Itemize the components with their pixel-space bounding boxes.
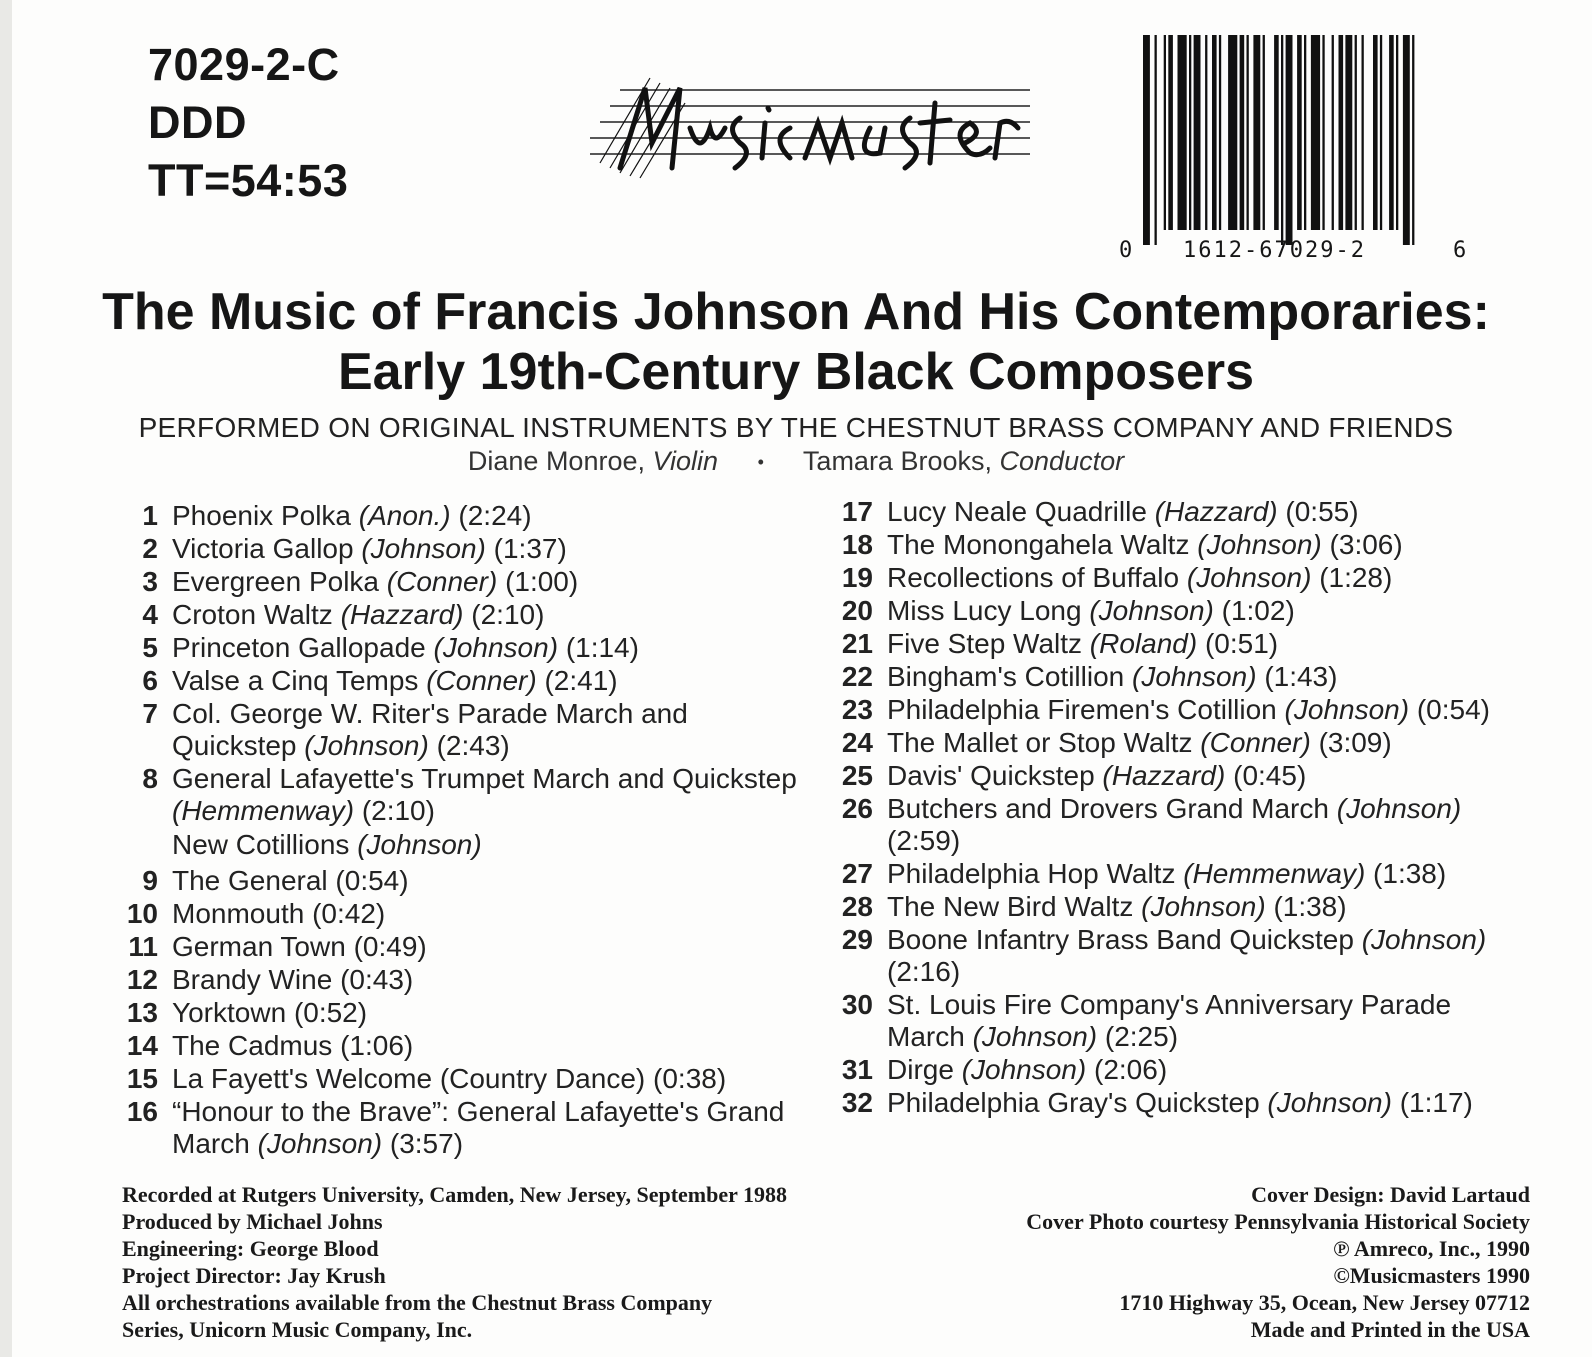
- bullet-separator: •: [757, 452, 764, 473]
- track-title: Phoenix Polka: [172, 500, 352, 531]
- total-time: TT=54:53: [148, 155, 349, 206]
- subhead-composer: (Johnson): [357, 829, 482, 860]
- track-composer: (Johnson): [361, 533, 486, 564]
- barcode-digits: 1612-67029-2: [1183, 238, 1366, 263]
- track-number: 3: [142, 566, 158, 597]
- track-composer: (Johnson): [1284, 694, 1410, 725]
- track-number: 31: [841, 1054, 873, 1085]
- track-time: (0:52): [293, 997, 368, 1028]
- track-title: La Fayett's Welcome (Country Dance): [172, 1063, 646, 1094]
- track-number: 28: [841, 891, 873, 922]
- track-title: The General: [172, 865, 328, 896]
- track-composer: (Johnson): [304, 730, 429, 761]
- track-item: [835, 529, 1535, 561]
- album-title-line-1: The Music of Francis Johnson And His Contemporaries:: [102, 283, 1490, 341]
- track-number: 13: [126, 997, 158, 1028]
- track-item: [835, 858, 1535, 890]
- artist-name: Diane Monroe,: [467, 446, 645, 476]
- track-time: (1:43): [1264, 661, 1338, 692]
- credit-line: ℗ Amreco, Inc., 1990: [1333, 1236, 1530, 1261]
- track-number: 14: [126, 1030, 158, 1061]
- barcode-bar: [1155, 35, 1157, 245]
- barcode-bar: [1304, 35, 1306, 230]
- barcode-bar: [1205, 35, 1207, 230]
- track-composer: (Conner): [426, 665, 537, 696]
- track-time: (0:54): [1416, 694, 1490, 725]
- barcode-check-digit: 6: [1453, 238, 1467, 263]
- track-title: Philadelphia Firemen's Cotillion: [887, 694, 1277, 725]
- track-title: Butchers and Drovers Grand March: [887, 793, 1329, 824]
- track-item: [835, 628, 1535, 660]
- track-item: [835, 562, 1535, 594]
- track-title: Princeton Gallopade: [172, 632, 426, 663]
- track-title: Brandy Wine: [172, 964, 333, 995]
- performed-by-line: PERFORMED ON ORIGINAL INSTRUMENTS BY THE CHESTNUT BRASS COMPANY AND FRIENDS: [138, 412, 1454, 443]
- barcode: [1143, 35, 1465, 245]
- track-number: 23: [841, 694, 873, 725]
- barcode-bar: [1219, 35, 1221, 230]
- track-number: 2: [142, 533, 158, 564]
- track-composer: (Johnson): [961, 1054, 1087, 1085]
- artist-role: Violin: [652, 446, 719, 476]
- credit-line: Produced by Michael Johns: [122, 1209, 383, 1234]
- track-number: 5: [142, 632, 158, 663]
- track-item: [120, 865, 820, 897]
- catalog-number: 7029-2-C: [148, 39, 340, 90]
- barcode-bar: [1286, 35, 1293, 245]
- track-item: [120, 500, 820, 532]
- barcode-bar: [1311, 35, 1320, 230]
- barcode-bar: [1263, 35, 1265, 230]
- track-number: 6: [142, 665, 158, 696]
- track-item: [835, 793, 1535, 857]
- track-title: Croton Waltz: [172, 599, 333, 630]
- barcode-bar: [1168, 35, 1173, 230]
- track-number: 20: [841, 595, 873, 626]
- track-title: Dirge: [887, 1054, 954, 1085]
- track-number: 18: [841, 529, 873, 560]
- barcode-bar: [1355, 35, 1357, 230]
- track-time: (0:43): [340, 964, 414, 995]
- track-time: (2:10): [471, 599, 545, 630]
- track-item: [835, 1087, 1535, 1119]
- track-number: 9: [142, 865, 158, 896]
- barcode-bar: [1362, 35, 1364, 230]
- credit-line: Recorded at Rutgers University, Camden, New Jersey, September 1988: [122, 1182, 787, 1207]
- credit-line: Made and Printed in the USA: [1250, 1317, 1530, 1342]
- track-title: Lucy Neale Quadrille: [887, 496, 1147, 527]
- track-item: [835, 924, 1535, 988]
- track-number: 4: [142, 599, 158, 630]
- track-title: Victoria Gallop: [172, 533, 354, 564]
- barcode-lead-digit: 0: [1119, 238, 1133, 263]
- track-time: (1:38): [1273, 891, 1347, 922]
- barcode-bar: [1332, 35, 1334, 230]
- barcode-bar: [1253, 35, 1260, 230]
- track-item: [120, 1096, 820, 1160]
- track-title: German Town: [172, 931, 346, 962]
- track-time: (1:02): [1221, 595, 1295, 626]
- track-title: Yorktown: [172, 997, 287, 1028]
- barcode-bar: [1345, 35, 1352, 230]
- credit-line: Cover Design: David Lartaud: [1251, 1182, 1530, 1207]
- track-title: The Mallet or Stop Waltz: [887, 727, 1193, 758]
- track-time: (3:06): [1329, 529, 1403, 560]
- track-item: [120, 599, 820, 631]
- track-number: 27: [841, 858, 873, 889]
- track-title: Boone Infantry Brass Band Quickstep: [887, 924, 1354, 955]
- track-time: (0:38): [653, 1063, 727, 1094]
- track-number: 15: [126, 1063, 158, 1094]
- track-composer: (Johnson): [1141, 891, 1266, 922]
- track-item: [835, 595, 1535, 627]
- track-item: [120, 1063, 820, 1095]
- track-title: The Cadmus: [172, 1030, 333, 1061]
- track-time: (2:41): [544, 665, 618, 696]
- track-item: [120, 997, 820, 1029]
- credits-left: [122, 1181, 922, 1343]
- track-composer: (Johnson): [1132, 661, 1257, 692]
- barcode-bar: [1247, 35, 1249, 230]
- album-title-line-2: Early 19th-Century Black Composers: [337, 343, 1255, 401]
- barcode-bar: [1297, 35, 1302, 230]
- credit-line: Engineering: George Blood: [122, 1236, 379, 1261]
- track-time: (1:38): [1373, 858, 1447, 889]
- barcode-bar: [1189, 35, 1191, 230]
- track-item: [835, 989, 1535, 1053]
- barcode-bar: [1380, 35, 1382, 230]
- subhead-new-cotillions: [120, 829, 820, 861]
- track-number: 1: [142, 500, 158, 531]
- track-number: 12: [126, 964, 158, 995]
- track-title: Recollections of Buffalo: [887, 562, 1180, 593]
- track-composer: (Johnson): [257, 1128, 383, 1159]
- track-time: (3:57): [389, 1128, 464, 1159]
- catalog-codes: [148, 36, 348, 210]
- credits-right: [880, 1181, 1530, 1343]
- barcode-bar: [1403, 35, 1410, 245]
- track-time: (2:24): [458, 500, 532, 531]
- track-title: Davis' Quickstep: [887, 760, 1095, 791]
- credit-line: 1710 Highway 35, Ocean, New Jersey 07712: [1119, 1290, 1530, 1315]
- track-time: (0:49): [353, 931, 427, 962]
- track-title: Five Step Waltz: [887, 628, 1083, 659]
- track-title: Evergreen Polka: [172, 566, 380, 597]
- barcode-bar: [1240, 35, 1245, 230]
- track-title: The New Bird Waltz: [887, 891, 1134, 922]
- track-item: [835, 694, 1535, 726]
- track-time: (0:55): [1285, 496, 1359, 527]
- track-composer: (Hazzard): [340, 599, 464, 630]
- barcode-bar: [1373, 35, 1378, 230]
- track-title: Bingham's Cotillion: [887, 661, 1125, 692]
- track-time: (3:09): [1318, 727, 1392, 758]
- tracklist-left: [120, 500, 820, 1161]
- track-title: General Lafayette's Trumpet March and Quickstep: [172, 763, 797, 794]
- track-composer: (Hemmenway): [1183, 858, 1366, 889]
- track-title: Valse a Cinq Temps: [172, 665, 419, 696]
- track-item: [835, 1054, 1535, 1086]
- track-number: 11: [128, 931, 158, 962]
- track-time: (1:00): [505, 566, 579, 597]
- track-item: [120, 698, 820, 762]
- barcode-bar: [1281, 35, 1283, 245]
- track-title: Philadelphia Hop Waltz: [887, 858, 1176, 889]
- barcode-bar: [1143, 35, 1150, 245]
- track-number: 25: [841, 760, 873, 791]
- track-item: [835, 727, 1535, 759]
- barcode-bar: [1212, 35, 1217, 230]
- track-item: [120, 632, 820, 664]
- track-item: [120, 533, 820, 565]
- track-composer: (Hemmenway): [172, 795, 355, 826]
- track-title: Monmouth: [172, 898, 305, 929]
- track-number: 29: [841, 924, 873, 955]
- track-composer: (Johnson): [1267, 1087, 1392, 1118]
- track-composer: (Johnson): [972, 1021, 1098, 1052]
- tracklist-right: [835, 496, 1535, 1120]
- track-composer: (Johnson): [1361, 924, 1487, 955]
- track-item: [120, 1030, 820, 1062]
- credit-line: All orchestrations available from the Chestnut Brass Company: [122, 1290, 713, 1315]
- track-time: (1:14): [565, 632, 639, 663]
- track-item: [120, 665, 820, 697]
- track-composer: (Hazzard): [1102, 760, 1226, 791]
- track-composer: (Hazzard): [1154, 496, 1278, 527]
- barcode-bar: [1228, 35, 1237, 230]
- artists-line: [60, 446, 1532, 477]
- track-number: 19: [841, 562, 873, 593]
- track-composer: (Conner): [1200, 727, 1311, 758]
- track-item: [120, 931, 820, 963]
- track-title: Miss Lucy Long: [887, 595, 1082, 626]
- credit-line: Cover Photo courtesy Pennsylvania Historical Society: [1026, 1209, 1530, 1234]
- track-item: [120, 898, 820, 930]
- track-time: (2:16): [887, 956, 961, 987]
- track-title: The Monongahela Waltz: [887, 529, 1190, 560]
- track-time: (1:06): [340, 1030, 414, 1061]
- recording-code: DDD: [148, 97, 247, 148]
- track-number: 17: [841, 496, 873, 527]
- track-time: (2:25): [1104, 1021, 1179, 1052]
- track-time: (2:06): [1094, 1054, 1168, 1085]
- track-item: [120, 964, 820, 996]
- track-number: 24: [841, 727, 873, 758]
- track-time: (0:51): [1204, 628, 1279, 659]
- track-number: 32: [841, 1087, 873, 1118]
- track-time: (1:37): [493, 533, 567, 564]
- track-item: [835, 496, 1535, 528]
- track-item: [835, 891, 1535, 923]
- track-title: Col. George W. Riter's Parade March and Quickstep: [172, 698, 688, 761]
- track-composer: (Conner): [386, 566, 498, 597]
- credit-line: Series, Unicorn Music Company, Inc.: [122, 1317, 473, 1342]
- track-number: 7: [142, 698, 158, 729]
- barcode-bar: [1178, 35, 1187, 230]
- barcode-bar: [1274, 35, 1279, 230]
- track-time: (0:45): [1233, 760, 1307, 791]
- track-time: (2:10): [361, 795, 435, 826]
- track-number: 8: [142, 763, 158, 794]
- left-edge-shadow: [0, 0, 12, 1357]
- barcode-bar: [1396, 35, 1398, 230]
- artist-role: Conductor: [999, 446, 1125, 476]
- track-number: 30: [841, 989, 873, 1020]
- barcode-bar: [1412, 35, 1414, 245]
- barcode-bar: [1194, 35, 1201, 230]
- track-composer: (Johnson): [433, 632, 559, 663]
- musicmasters-logo: [590, 68, 1050, 188]
- track-title: St. Louis Fire Company's Anniversary Parade March: [887, 989, 1452, 1052]
- track-time: (0:54): [335, 865, 409, 896]
- barcode-bar: [1322, 35, 1324, 230]
- track-time: (2:43): [436, 730, 510, 761]
- track-title: “Honour to the Brave”: General Lafayette's Grand March: [172, 1096, 785, 1159]
- track-number: 21: [841, 628, 873, 659]
- track-item: [835, 760, 1535, 792]
- track-number: 22: [841, 661, 873, 692]
- subhead-title: New Cotillions: [172, 829, 350, 860]
- barcode-bar: [1389, 35, 1394, 230]
- track-item: [835, 661, 1535, 693]
- barcode-bar: [1339, 35, 1344, 230]
- track-composer: (Anon.): [358, 500, 451, 531]
- track-number: 16: [126, 1096, 158, 1127]
- track-time: (2:59): [887, 825, 961, 856]
- track-item: [120, 763, 820, 827]
- track-number: 26: [841, 793, 873, 824]
- track-time: (1:28): [1319, 562, 1393, 593]
- track-item: [120, 566, 820, 598]
- artist-name: Tamara Brooks,: [802, 446, 992, 476]
- credit-line: Project Director: Jay Krush: [122, 1263, 386, 1288]
- track-composer: (Johnson): [1089, 595, 1214, 626]
- track-time: (1:17): [1399, 1087, 1473, 1118]
- track-time: (0:42): [312, 898, 386, 929]
- track-composer: (Johnson): [1197, 529, 1322, 560]
- track-number: 10: [126, 898, 158, 929]
- track-composer: (Johnson): [1186, 562, 1312, 593]
- track-composer: (Roland): [1089, 628, 1198, 659]
- barcode-bar: [1164, 35, 1166, 230]
- credit-line: ©Musicmasters 1990: [1333, 1263, 1530, 1288]
- track-composer: (Johnson): [1336, 793, 1462, 824]
- track-title: Philadelphia Gray's Quickstep: [887, 1087, 1260, 1118]
